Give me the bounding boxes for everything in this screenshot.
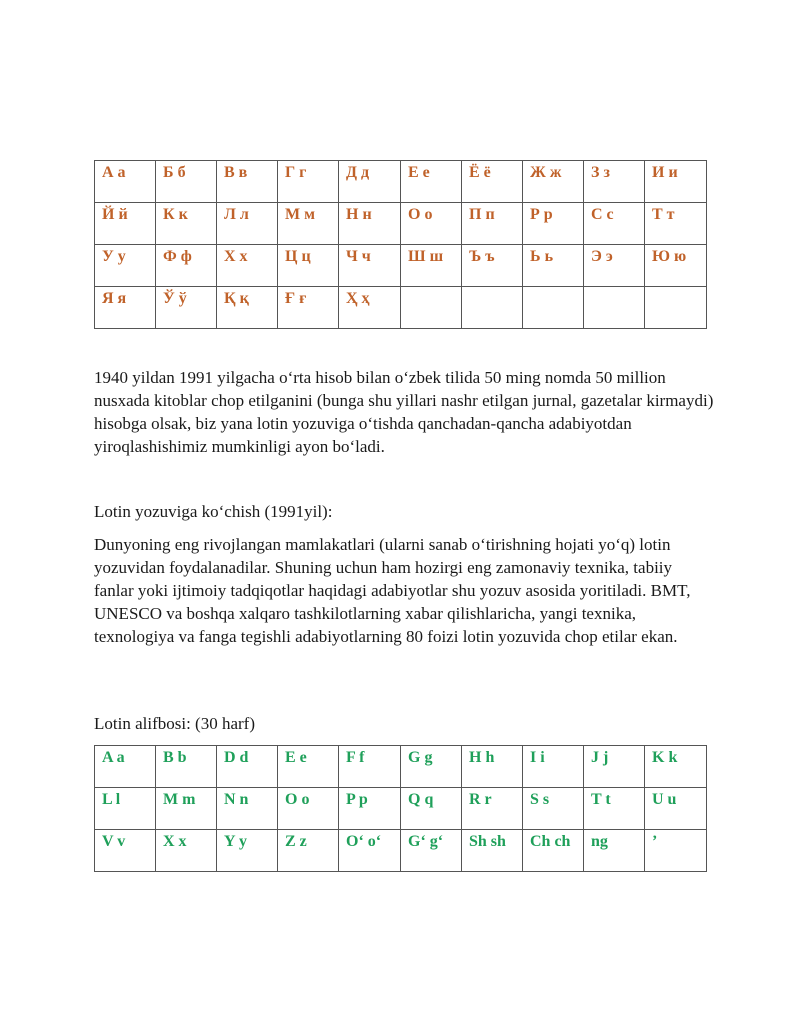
letter-cell: ’ [645, 830, 707, 872]
empty-cell [584, 287, 645, 329]
letter-cell: Я я [95, 287, 156, 329]
letter-cell: A a [95, 746, 156, 788]
letter-cell: Ю ю [645, 245, 707, 287]
letter-cell: Y y [217, 830, 278, 872]
letter-cell: S s [523, 788, 584, 830]
letter-cell: E e [278, 746, 339, 788]
letter-cell: Т т [645, 203, 707, 245]
letter-cell: V v [95, 830, 156, 872]
letter-cell: Х х [217, 245, 278, 287]
letter-cell: Г г [278, 161, 339, 203]
letter-cell: Ў ў [156, 287, 217, 329]
letter-cell: F f [339, 746, 401, 788]
table-row [95, 788, 707, 830]
paragraph-book-statistics: 1940 yildan 1991 yilgacha o‘rta hisob bilan o‘zbek tilida 50 ming nomda 50 million nusxada kitoblar chop etilganini (bunga shu yillari nashr etilgan jurnal, gazetalar kirmaydi) hisobga olsak, biz yana lotin yozuviga o‘tishda qanchadan-qancha adabiyotdan yiroqlashishimiz mumkinligi ayon bo‘ladi. [94, 368, 714, 456]
letter-cell: Ё ё [462, 161, 523, 203]
letter-cell: Й й [95, 203, 156, 245]
letter-cell: Ф ф [156, 245, 217, 287]
letter-cell: Z z [278, 830, 339, 872]
letter-cell: Ч ч [339, 245, 401, 287]
latin-alphabet-table [94, 745, 707, 872]
letter-cell: M m [156, 788, 217, 830]
letter-cell: Sh sh [462, 830, 523, 872]
table-row [95, 203, 707, 245]
letter-cell: Ш ш [401, 245, 462, 287]
letter-cell: D d [217, 746, 278, 788]
letter-cell: К к [156, 203, 217, 245]
letter-cell: А а [95, 161, 156, 203]
letter-cell: H h [462, 746, 523, 788]
letter-cell: Ь ь [523, 245, 584, 287]
table-row [95, 746, 707, 788]
letter-cell: P p [339, 788, 401, 830]
letter-cell: G g [401, 746, 462, 788]
letter-cell: Ch ch [523, 830, 584, 872]
letter-cell: X x [156, 830, 217, 872]
letter-cell: Э э [584, 245, 645, 287]
letter-cell: G‘ g‘ [401, 830, 462, 872]
letter-cell: Р р [523, 203, 584, 245]
letter-cell: О о [401, 203, 462, 245]
letter-cell: М м [278, 203, 339, 245]
empty-cell [401, 287, 462, 329]
letter-cell: O o [278, 788, 339, 830]
letter-cell: Ц ц [278, 245, 339, 287]
letter-cell: И и [645, 161, 707, 203]
letter-cell: K k [645, 746, 707, 788]
letter-cell: N n [217, 788, 278, 830]
table-row [95, 830, 707, 872]
cyrillic-alphabet-table [94, 160, 707, 329]
letter-cell: I i [523, 746, 584, 788]
letter-cell: Ж ж [523, 161, 584, 203]
letter-cell: Ҳ ҳ [339, 287, 401, 329]
letter-cell: У у [95, 245, 156, 287]
letter-cell: Л л [217, 203, 278, 245]
letter-cell: З з [584, 161, 645, 203]
letter-cell: Қ қ [217, 287, 278, 329]
letter-cell: J j [584, 746, 645, 788]
letter-cell: Ғ ғ [278, 287, 339, 329]
letter-cell: R r [462, 788, 523, 830]
paragraph-latin-usage: Dunyoning eng rivojlangan mamlakatlari (ularni sanab o‘tirishning hojati yo‘q) lotin yozuvidan foydalanadilar. Shuning uchun ham hozirgi eng zamonaviy texnika, tabiiy fanlar yoki ijtimoiy tadqiqotlar haqidagi adabiyotlar shu yozuv asosida yoritiladi. BMT, UNESCO va boshqa xalqaro tashkilotlarning xabar qilishlaricha, yangi texnika, texnologiya va fanga tegishli adabiyotlarning 80 foizi lotin yozuvida chop etilar ekan. [94, 535, 691, 646]
letter-cell: Б б [156, 161, 217, 203]
letter-cell: П п [462, 203, 523, 245]
letter-cell: Ъ ъ [462, 245, 523, 287]
letter-cell: B b [156, 746, 217, 788]
letter-cell: ng [584, 830, 645, 872]
letter-cell: U u [645, 788, 707, 830]
section-heading-transition: Lotin yozuviga ko‘chish (1991yil): [94, 502, 333, 521]
letter-cell: Д д [339, 161, 401, 203]
table-row [95, 287, 707, 329]
letter-cell: Е е [401, 161, 462, 203]
empty-cell [645, 287, 707, 329]
section-heading-latin-alphabet: Lotin alifbosi: (30 harf) [94, 714, 255, 733]
table-row [95, 161, 707, 203]
letter-cell: T t [584, 788, 645, 830]
letter-cell: O‘ o‘ [339, 830, 401, 872]
letter-cell: Q q [401, 788, 462, 830]
letter-cell: В в [217, 161, 278, 203]
letter-cell: L l [95, 788, 156, 830]
empty-cell [462, 287, 523, 329]
empty-cell [523, 287, 584, 329]
letter-cell: С с [584, 203, 645, 245]
table-row [95, 245, 707, 287]
letter-cell: Н н [339, 203, 401, 245]
